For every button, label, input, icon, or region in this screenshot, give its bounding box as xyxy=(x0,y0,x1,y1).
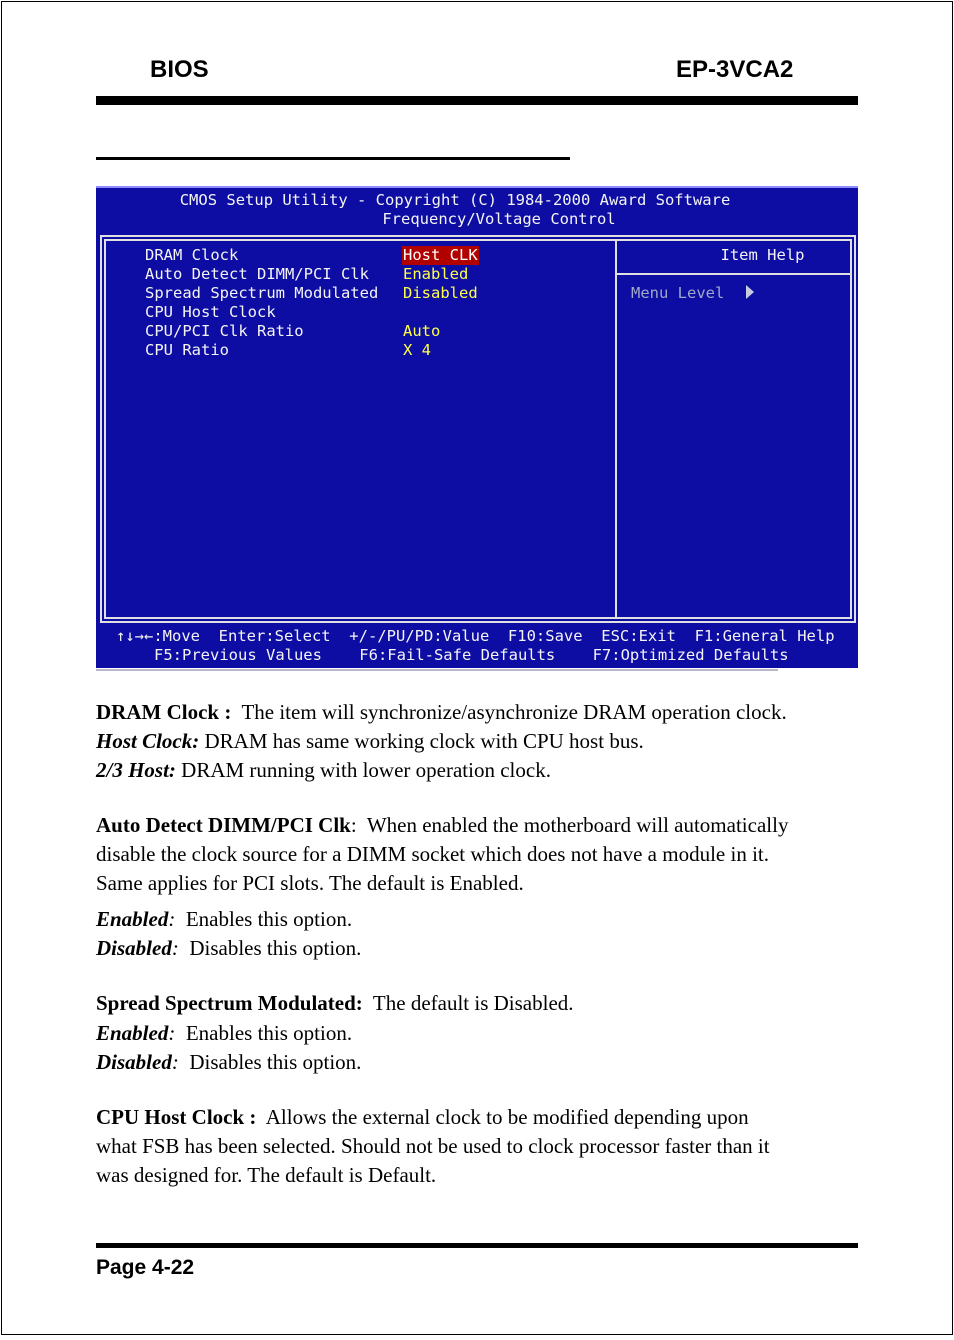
bios-title: CMOS Setup Utility - Copyright (C) 1984-2000 Award Software xyxy=(179,191,731,209)
item-help-title: Item Help xyxy=(720,246,805,264)
two-thirds-host-desc: DRAM running with lower operation clock. xyxy=(181,758,551,782)
auto-detect-label: Auto Detect DIMM/PCI Clk xyxy=(96,813,351,837)
auto-detect-desc2: disable the clock source for a DIMM socket which does not have a module in it. xyxy=(96,842,769,866)
value-auto-detect[interactable]: Enabled xyxy=(403,265,469,283)
auto-detect-desc3: Same applies for PCI slots. The default is Enabled. xyxy=(96,871,524,895)
header-rule xyxy=(96,96,858,105)
cpu-host-clock-label: CPU Host Clock : xyxy=(96,1105,257,1129)
dram-clock-label: DRAM Clock : xyxy=(96,700,232,724)
disabled-desc: Disables this option. xyxy=(189,1050,362,1074)
bios-subtitle: Frequency/Voltage Control xyxy=(382,210,616,228)
enabled-label: Enabled xyxy=(96,1021,169,1045)
cpu-host-clock-desc3: was designed for. The default is Default. xyxy=(96,1163,437,1187)
key-legend-line2: F5:Previous Values F6:Fail-Safe Defaults F7:Optimized Defaults xyxy=(154,646,789,664)
para-cpu-host-clock xyxy=(96,1103,749,1132)
menu-item-cpu-ratio[interactable]: CPU Ratio xyxy=(145,341,229,359)
menu-level xyxy=(631,284,754,302)
key-legend-line1: ↑↓→←:Move Enter:Select +/-/PU/PD:Value F10:Save ESC:Exit F1:General Help xyxy=(116,627,835,645)
para-host-clock xyxy=(96,727,644,756)
para-spread-spectrum xyxy=(96,989,574,1018)
header-title: BIOS xyxy=(150,56,209,83)
spread-spectrum-desc: The default is Disabled. xyxy=(372,991,574,1015)
auto-detect-desc1: When enabled the motherboard will automatically xyxy=(366,813,789,837)
para-auto-disabled: Disabled: Disables this option. xyxy=(96,936,362,960)
para-spread-disabled: Disabled: Disables this option. xyxy=(96,1050,362,1074)
host-clock-label: Host Clock: xyxy=(96,729,200,753)
triangle-right-icon xyxy=(746,285,754,299)
two-thirds-host-label: 2/3 Host: xyxy=(96,758,176,782)
para-auto-detect: Auto Detect DIMM/PCI Clk: When enabled the motherboard will automatically xyxy=(96,813,789,837)
dram-clock-desc: The item will synchronize/asynchronize DRAM operation clock. xyxy=(241,700,787,724)
disabled-desc: Disables this option. xyxy=(189,936,362,960)
spread-spectrum-label: Spread Spectrum Modulated: xyxy=(96,991,363,1015)
enabled-desc: Enables this option. xyxy=(185,1021,353,1045)
value-dram-clock[interactable]: Host CLK xyxy=(403,246,478,264)
bios-screenshot xyxy=(96,186,858,668)
help-divider xyxy=(617,273,850,275)
menu-level-label: Menu Level xyxy=(631,284,725,302)
disabled-label: Disabled xyxy=(96,936,172,960)
para-auto-enabled: Enabled: Enables this option. xyxy=(96,907,353,931)
para-spread-enabled: Enabled: Enables this option. xyxy=(96,1021,353,1045)
value-cpu-pci-ratio[interactable]: Auto xyxy=(403,322,441,340)
cpu-host-clock-desc1: Allows the external clock to be modified depending upon xyxy=(265,1105,749,1129)
bios-bottom-edge xyxy=(96,669,778,671)
host-clock-desc: DRAM has same working clock with CPU host bus. xyxy=(204,729,644,753)
enabled-desc: Enables this option. xyxy=(185,907,353,931)
section-rule xyxy=(96,157,570,160)
enabled-label: Enabled xyxy=(96,907,169,931)
menu-item-cpu-pci-ratio[interactable]: CPU/PCI Clk Ratio xyxy=(145,322,304,340)
menu-item-auto-detect[interactable]: Auto Detect DIMM/PCI Clk xyxy=(145,265,369,283)
header-model: EP-3VCA2 xyxy=(676,56,794,83)
value-spread-spectrum[interactable]: Disabled xyxy=(403,284,478,302)
menu-item-cpu-host-clock[interactable]: CPU Host Clock xyxy=(145,303,276,321)
menu-item-spread-spectrum[interactable]: Spread Spectrum Modulated xyxy=(145,284,379,302)
para-two-thirds-host xyxy=(96,756,551,785)
page-number: Page 4-22 xyxy=(96,1256,195,1279)
disabled-label: Disabled xyxy=(96,1050,172,1074)
para-dram-clock xyxy=(96,698,787,727)
footer-rule xyxy=(96,1243,858,1248)
value-cpu-ratio[interactable]: X 4 xyxy=(403,341,431,359)
bios-panel-divider xyxy=(615,239,617,617)
menu-item-dram-clock[interactable]: DRAM Clock xyxy=(145,246,239,264)
cpu-host-clock-desc2: what FSB has been selected. Should not be used to clock processor faster than it xyxy=(96,1134,770,1158)
